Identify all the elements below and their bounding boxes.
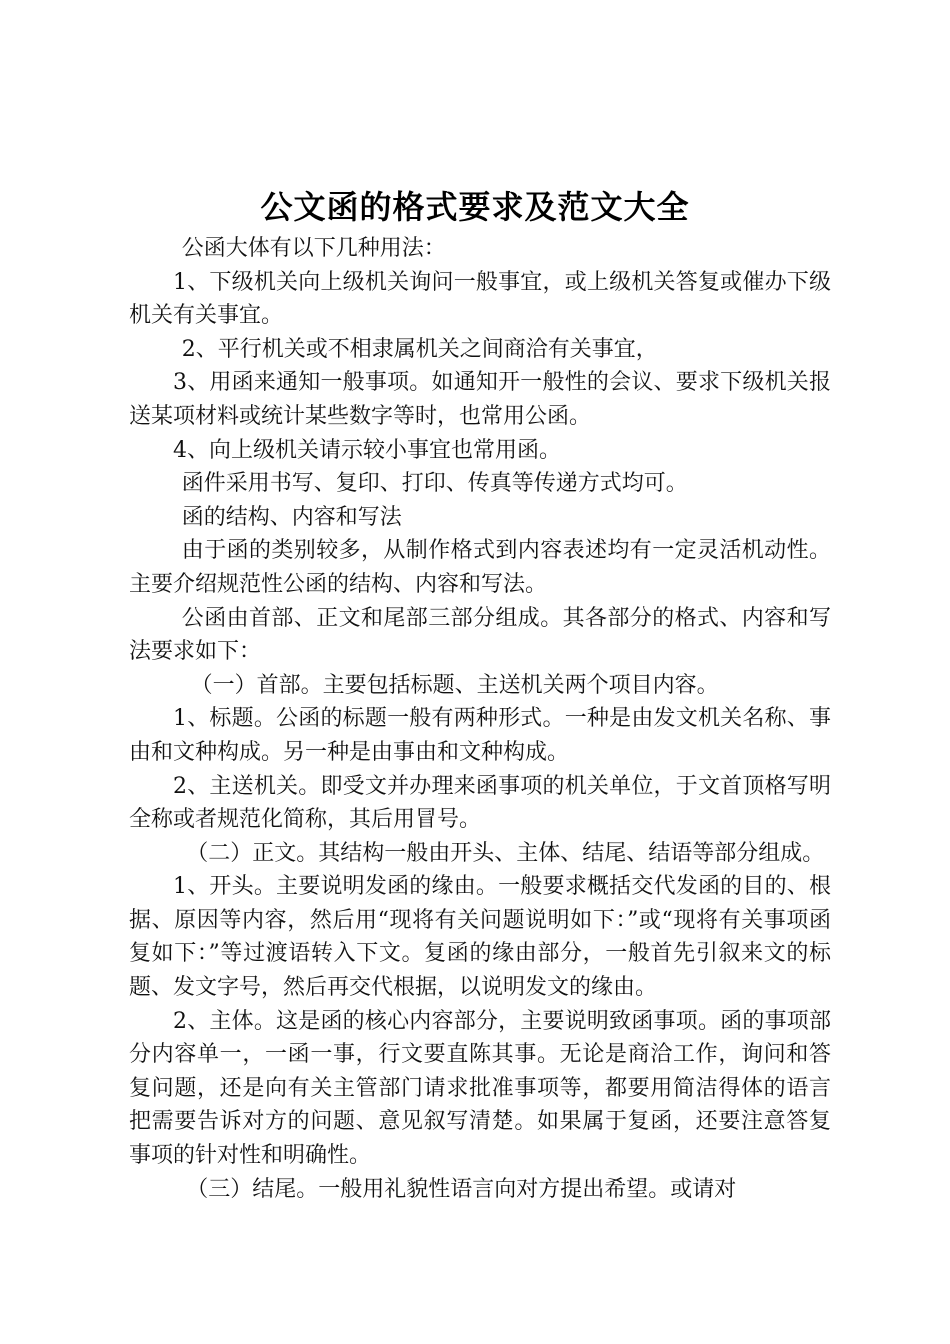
paragraph-usage-intro: 公函大体有以下几种用法： xyxy=(181,236,446,261)
paragraph-usage-4: 4、向上级机关请示较小事宜也常用函。 xyxy=(173,437,561,463)
paragraph-delivery: 函件采用书写、复印、打印、传真等传递方式均可。 xyxy=(181,471,688,497)
paragraph-title-rule: 1、标题。公函的标题一般有两种形式。一种是由发文机关名称、事由和文种构成。另一种是由事由和文种构成。 xyxy=(129,706,831,765)
paragraph-recipient-rule: 2、主送机关。即受文并办理来函事项的机关单位，于文首顶格写明全称或者规范化简称，其后用冒号。 xyxy=(129,773,831,833)
paragraph-usage-3: 3、用函来通知一般事项。如通知开一般性的会议、要求下级机关报送某项材料或统计某些数字等时，也常用公函。 xyxy=(129,370,831,429)
paragraph-body-section: （二）正文。其结构一般由开头、主体、结尾、结语等部分组成。 xyxy=(186,840,825,866)
paragraph-opening-rule: 1、开头。主要说明发函的缘由。一般要求概括交代发函的目的、根据、原因等内容，然后用“现将有关问题说明如下：”或“现将有关事项函复如下：”等过渡语转入下文。复函的缘由部分，一般首先引叙来文的标题、发文字号，然后再交代根据，以说明发文的缘由。 xyxy=(129,874,831,1001)
paragraph-composition: 公函由首部、正文和尾部三部分组成。其各部分的格式、内容和写法要求如下： xyxy=(129,605,831,665)
document-body xyxy=(129,232,831,1206)
paragraph-usage-1: 1、下级机关向上级机关询问一般事宜，或上级机关答复或催办下级机关有关事宜。 xyxy=(129,269,831,329)
paragraph-structure-heading: 函的结构、内容和写法 xyxy=(181,504,402,530)
paragraph-main-rule: 2、主体。这是函的核心内容部分，主要说明致函事项。函的事项部分内容单一，一函一事，行文要直陈其事。无论是商洽工作，询问和答复问题，还是向有关主管部门请求批准事项等，都要用简洁得体的语言把需要告诉对方的问题、意见叙写清楚。如果属于复函，还要注意答复事项的针对性和明确性。 xyxy=(129,1008,831,1169)
paragraph-ending-section: （三）结尾。一般用礼貌性语言向对方提出希望。或请对 xyxy=(186,1176,737,1202)
paragraph-header-section: （一）首部。主要包括标题、主送机关两个项目内容。 xyxy=(190,672,719,698)
paragraph-usage-2: 2、平行机关或不相隶属机关之间商洽有关事宜， xyxy=(181,336,658,362)
paragraph-structure-intro: 由于函的类别较多，从制作格式到内容表述均有一定灵活机动性。主要介绍规范性公函的结构、内容和写法。 xyxy=(129,538,831,597)
document-title: 公文函的格式要求及范文大全 xyxy=(260,188,690,226)
